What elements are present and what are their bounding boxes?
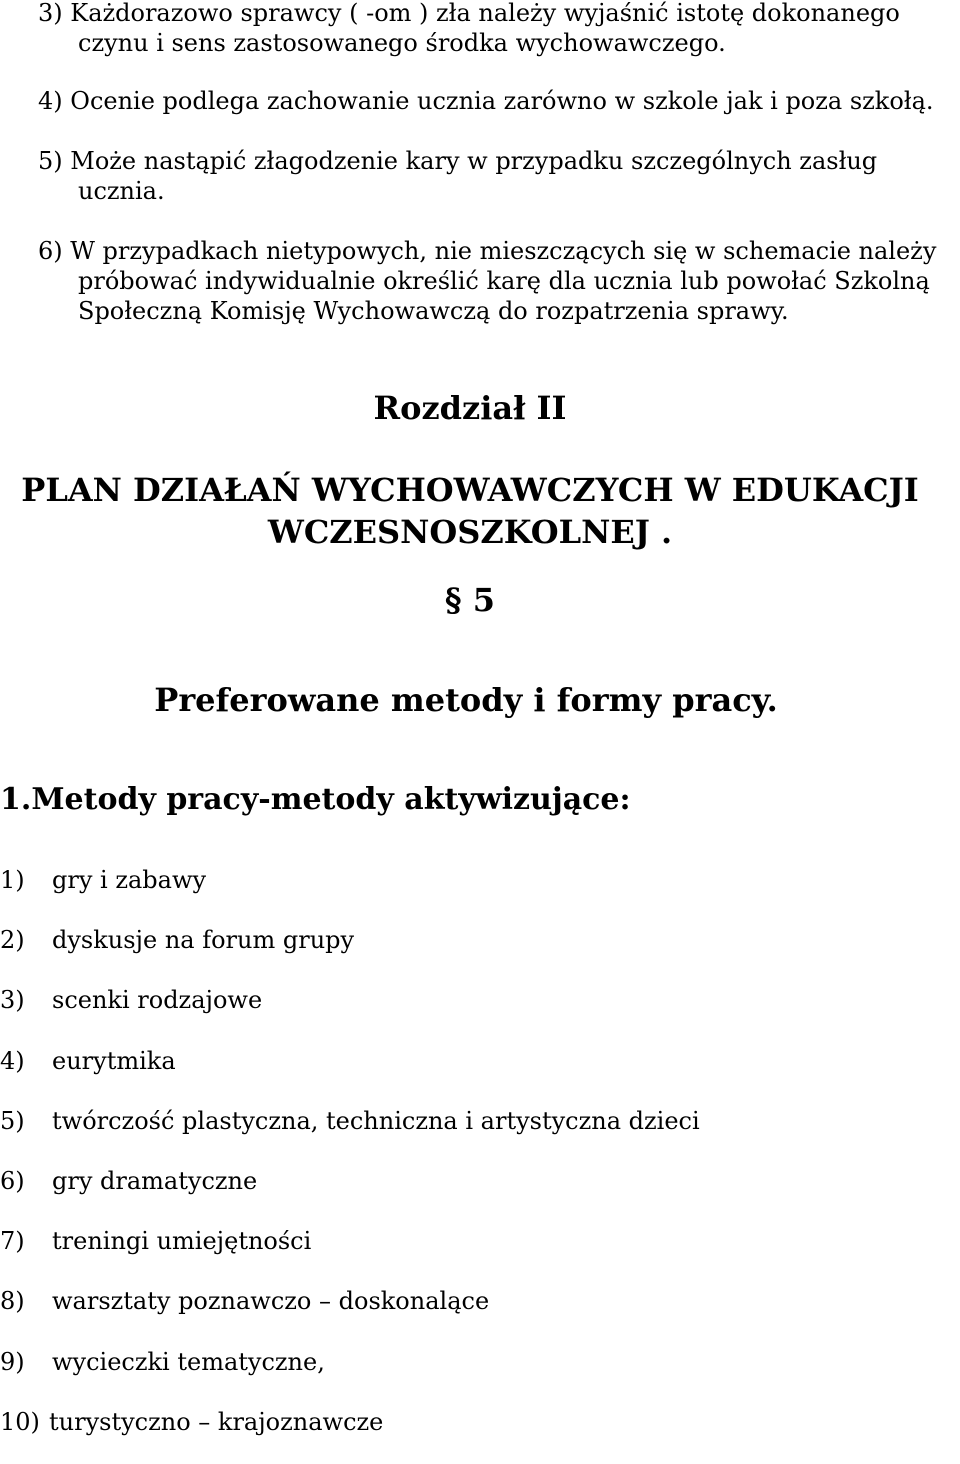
- list-item: [0, 1223, 960, 1283]
- paragraph-line: ucznia.: [78, 177, 165, 205]
- list-item-number: 6): [0, 1166, 25, 1195]
- paragraph-line: 3) Każdorazowo sprawcy ( -om ) zła należy wyjaśnić istotę dokonanego: [38, 0, 900, 27]
- paragraph-line: 5) Może nastąpić złagodzenie kary w przypadku szczególnych zasług: [38, 147, 878, 175]
- plan-title-line-2: WCZESNOSZKOLNEJ .: [267, 513, 673, 551]
- list-item-text: warsztaty poznawczo – doskonalące: [52, 1287, 490, 1316]
- list-item-text: gry dramatyczne: [52, 1166, 258, 1195]
- list-item-number: 9): [0, 1347, 25, 1376]
- list-item: [0, 1103, 960, 1163]
- list-item: [0, 1344, 960, 1404]
- chapter-heading: Rozdział II: [373, 389, 567, 427]
- list-item-text: wycieczki tematyczne,: [52, 1347, 325, 1376]
- section-title: Preferowane metody i formy pracy.: [154, 681, 778, 719]
- list-item-text: dyskusje na forum grupy: [52, 926, 355, 955]
- paragraph-line: czynu i sens zastosowanego środka wychowawczego.: [78, 29, 726, 57]
- paragraph-6: [38, 236, 938, 326]
- paragraph-line: próbować indywidualnie określić karę dla ucznia lub powołać Szkolną: [78, 267, 930, 295]
- list-item: [0, 862, 960, 922]
- list-item-number: 10): [0, 1407, 40, 1436]
- methods-list: [0, 862, 960, 1464]
- methods-heading: 1.Metody pracy-metody aktywizujące:: [0, 782, 631, 817]
- list-item: [0, 1283, 960, 1343]
- paragraph-line: 4) Ocenie podlega zachowanie ucznia zarówno w szkole jak i poza szkołą.: [38, 87, 934, 115]
- paragraph-line: 6) W przypadkach nietypowych, nie mieszczących się w schemacie należy: [38, 237, 937, 265]
- plan-title-line-1: PLAN DZIAŁAŃ WYCHOWAWCZYCH W EDUKACJI: [21, 471, 919, 509]
- list-item-text: twórczość plastyczna, techniczna i artystyczna dzieci: [52, 1106, 700, 1135]
- list-item-text: treningi umiejętności: [52, 1227, 312, 1256]
- section-number: § 5: [444, 581, 496, 619]
- paragraph-4: [38, 86, 938, 116]
- list-item-number: 5): [0, 1106, 25, 1135]
- list-item: [0, 1043, 960, 1103]
- list-item: [0, 1163, 960, 1223]
- list-item-number: 4): [0, 1046, 25, 1075]
- list-item-text: scenki rodzajowe: [52, 986, 263, 1015]
- list-item: [0, 982, 960, 1042]
- list-item-number: 7): [0, 1227, 25, 1256]
- list-item-text: gry i zabawy: [52, 866, 207, 894]
- list-item-number: 8): [0, 1287, 25, 1316]
- list-item-text: turystyczno – krajoznawcze: [49, 1407, 384, 1436]
- paragraph-5: [38, 146, 938, 206]
- paragraph-line: Społeczną Komisję Wychowawczą do rozpatrzenia sprawy.: [78, 297, 789, 325]
- list-item-number: 3): [0, 986, 25, 1015]
- paragraph-3: [38, 0, 938, 58]
- list-item: [0, 1404, 960, 1464]
- list-item-number: 2): [0, 926, 25, 955]
- list-item: [0, 922, 960, 982]
- list-item-text: eurytmika: [52, 1046, 176, 1075]
- list-item-number: 1): [0, 866, 25, 894]
